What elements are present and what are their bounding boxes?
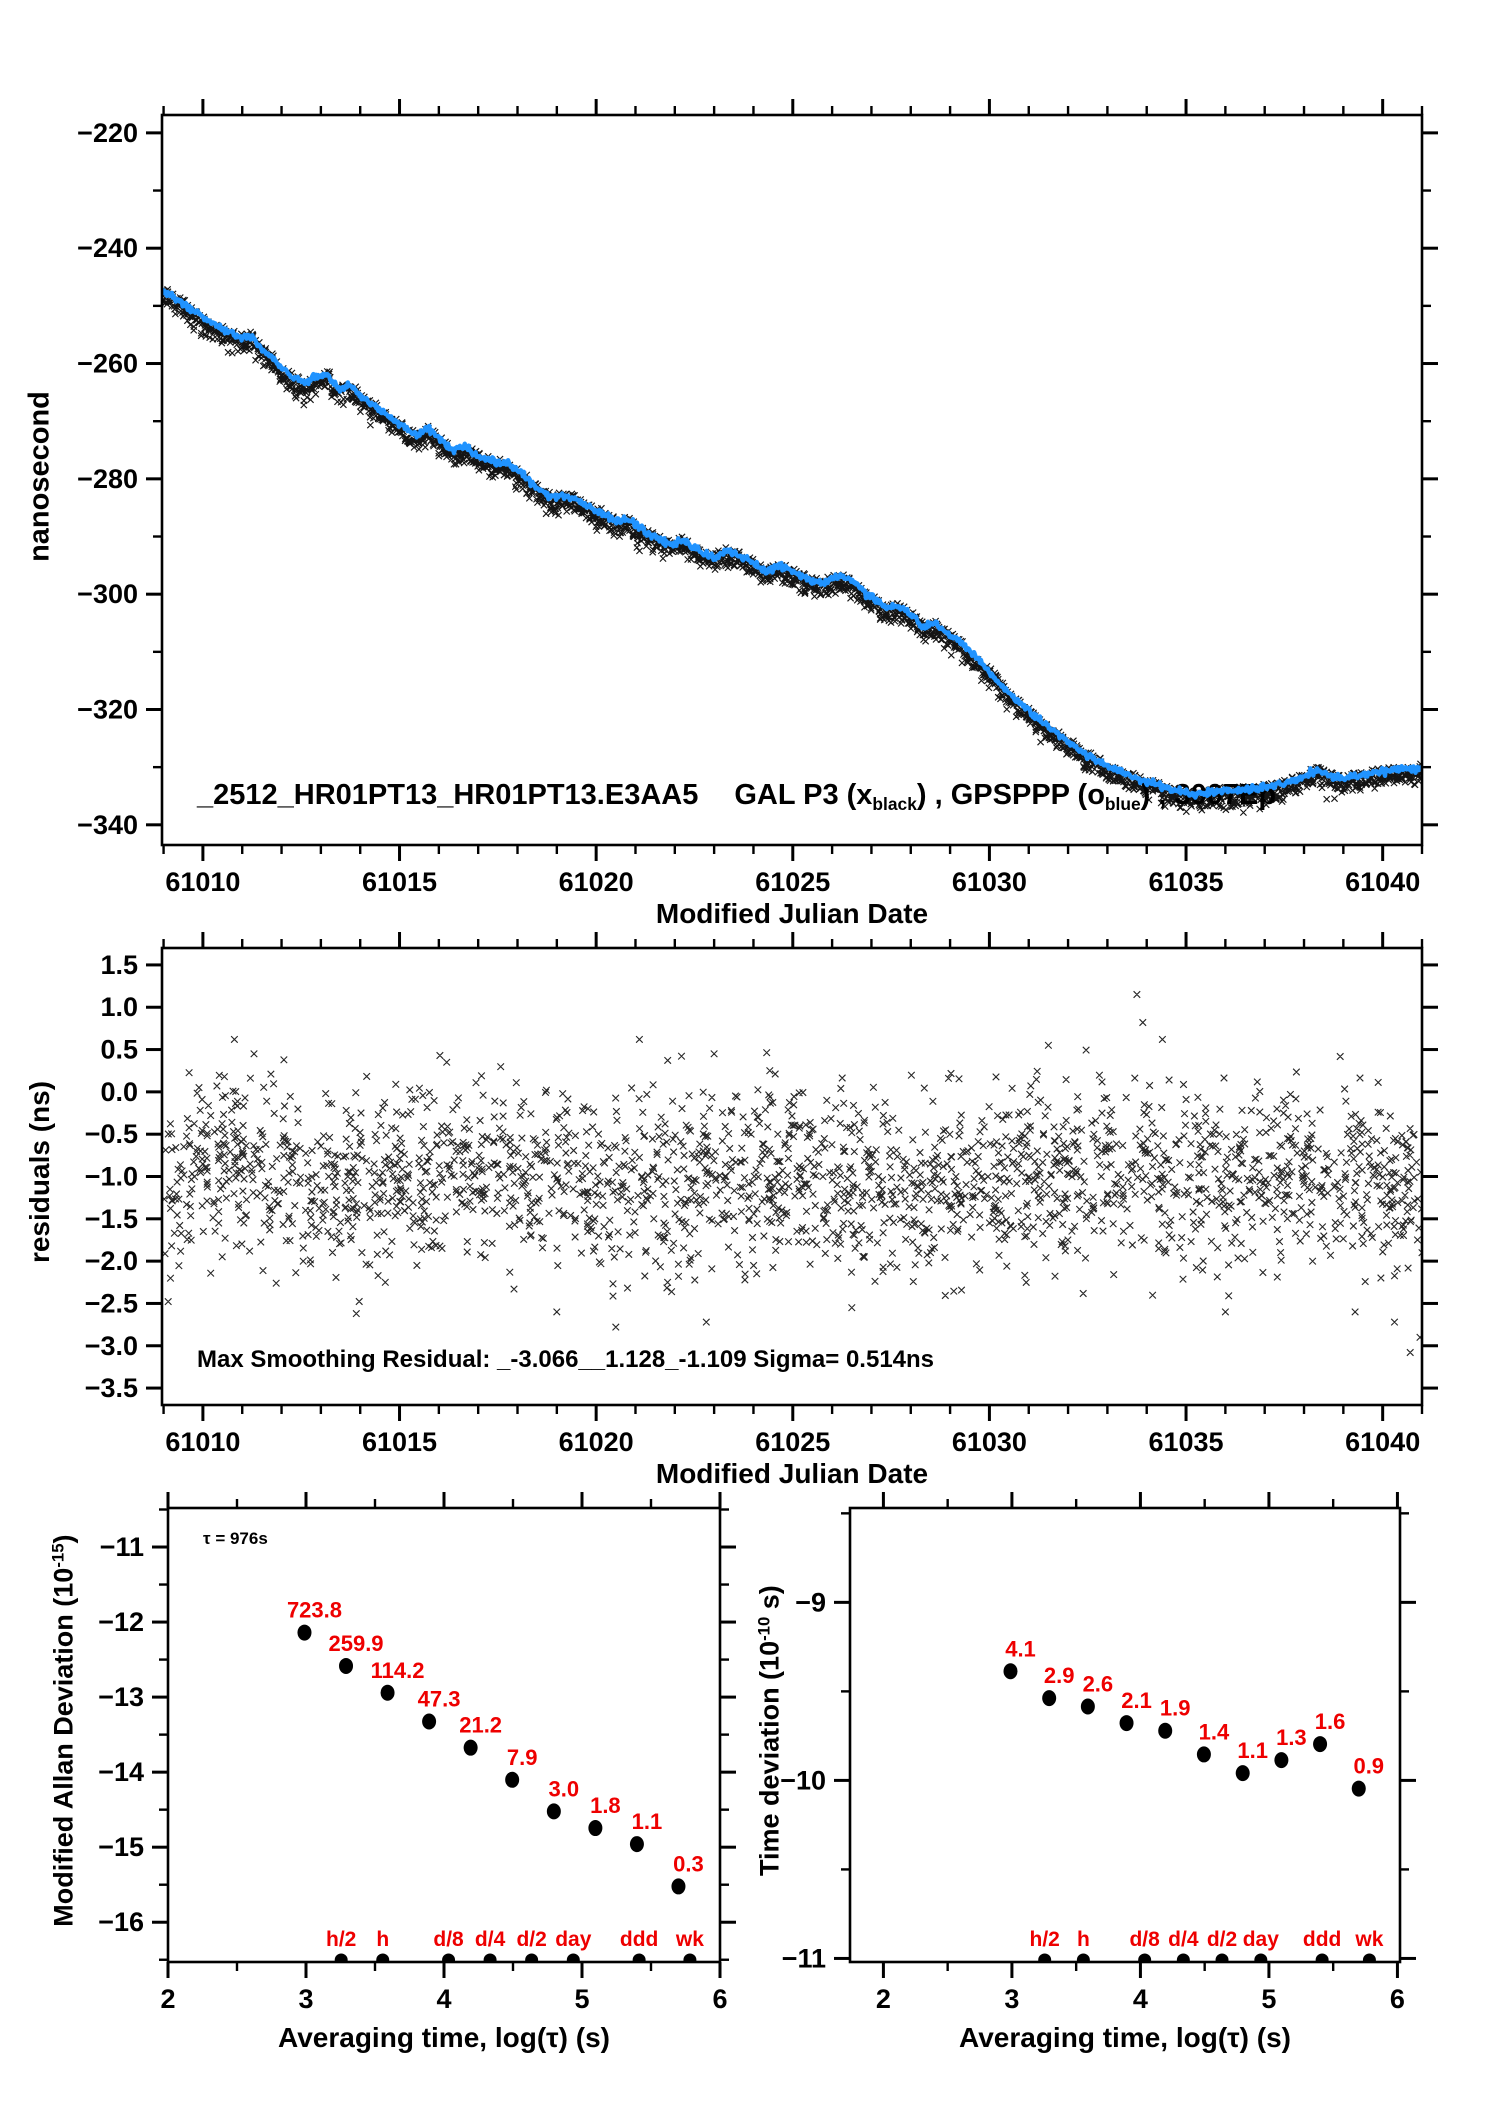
residuals-y-axis-title: residuals (ns)	[24, 1080, 55, 1264]
svg-text:−2.5: −2.5	[84, 1288, 138, 1319]
tdev-x-title-post: ) (s)	[1239, 2022, 1291, 2053]
svg-text:1.1: 1.1	[1237, 1738, 1269, 1764]
svg-text:21.2: 21.2	[459, 1712, 503, 1738]
svg-text:1.1: 1.1	[631, 1809, 663, 1835]
svg-text:0.3: 0.3	[673, 1851, 704, 1877]
svg-text:−2.0: −2.0	[84, 1246, 138, 1277]
svg-text:−0.5: −0.5	[84, 1119, 138, 1150]
phase-annotation-sub-blue: blue	[1104, 794, 1141, 815]
mdev-y-title-post: )	[48, 1534, 79, 1544]
svg-text:61020: 61020	[558, 1427, 634, 1457]
svg-text:2: 2	[160, 1984, 176, 2014]
mdev-x-title-post: ) (s)	[558, 2022, 610, 2053]
svg-text:61015: 61015	[361, 1427, 438, 1457]
tdev-x-axis-title	[925, 2022, 1325, 2054]
tau-symbol: τ	[546, 2022, 559, 2053]
svg-text:2: 2	[875, 1984, 891, 2014]
svg-text:61020: 61020	[558, 867, 634, 897]
phase-comparison-panel-series	[159, 286, 1424, 815]
phase-annotation-sub-black: black	[872, 794, 917, 815]
svg-text:−14: −14	[98, 1757, 144, 1788]
svg-text:h: h	[1076, 1928, 1090, 1951]
residuals-x-axis-title: Modified Julian Date	[655, 1458, 929, 1489]
svg-text:h: h	[376, 1928, 390, 1951]
svg-text:4: 4	[436, 1984, 452, 2014]
tdev-y-title-post: s)	[754, 1585, 785, 1617]
mdev-y-axis-title	[48, 1421, 79, 2041]
tdev-x-title-pre: Averaging time, log(	[959, 2022, 1228, 2053]
phase-x-axis-title: Modified Julian Date	[655, 898, 929, 929]
tdev-y-axis-title	[754, 1451, 785, 2011]
svg-text:d/4: d/4	[1168, 1928, 1199, 1951]
svg-text:61035: 61035	[1148, 867, 1224, 897]
svg-text:−260: −260	[77, 348, 138, 379]
svg-text:d/8: d/8	[1129, 1928, 1160, 1951]
svg-text:6: 6	[712, 1984, 728, 2014]
svg-text:61040: 61040	[1345, 1427, 1421, 1457]
svg-text:7.9: 7.9	[506, 1744, 538, 1770]
svg-text:−9: −9	[795, 1587, 826, 1618]
svg-text:−320: −320	[77, 694, 138, 725]
svg-text:−1.0: −1.0	[84, 1161, 138, 1192]
svg-text:61010: 61010	[165, 1427, 241, 1457]
phase-annotation	[197, 779, 1276, 815]
mdev-x-axis-title	[244, 2022, 644, 2054]
svg-text:4.1: 4.1	[1005, 1636, 1036, 1662]
svg-text:47.3: 47.3	[417, 1686, 461, 1712]
tdev-y-title-sup: -10	[754, 1616, 774, 1641]
svg-text:1.8: 1.8	[590, 1793, 621, 1819]
svg-text:0.5: 0.5	[100, 1034, 138, 1065]
mdev-tau-value: = 976s	[210, 1529, 268, 1548]
svg-text:−3.0: −3.0	[84, 1330, 138, 1361]
tau-symbol: τ	[203, 1529, 211, 1548]
svg-text:h/2: h/2	[326, 1928, 357, 1951]
svg-text:5: 5	[574, 1984, 590, 2014]
phase-annotation-series2: ) , GPSPPP (o	[916, 779, 1105, 811]
residuals-panel	[85, 932, 1438, 1457]
phase-annotation-epochs: ) , 3007Ep	[1140, 779, 1277, 811]
svg-text:wk: wk	[675, 1928, 704, 1951]
mdev-panel-series	[297, 1625, 696, 1967]
svg-text:d/2: d/2	[516, 1928, 547, 1951]
mdev-tau-annotation	[203, 1529, 268, 1549]
svg-text:61035: 61035	[1148, 1427, 1224, 1457]
svg-text:3: 3	[1004, 1984, 1020, 2014]
tdev-panel	[780, 1492, 1416, 2014]
tdev-panel-series	[1004, 1663, 1376, 1966]
svg-text:2.1: 2.1	[1121, 1688, 1152, 1714]
tdev-y-title-pre: Time deviation (10	[754, 1640, 785, 1876]
svg-text:2.6: 2.6	[1082, 1671, 1114, 1697]
phase-annotation-id: _2512_HR01PT13_HR01PT13.E3AA5	[197, 779, 699, 811]
svg-text:−10: −10	[780, 1765, 826, 1796]
svg-text:1.0: 1.0	[100, 992, 138, 1023]
svg-text:ddd: ddd	[1302, 1928, 1342, 1951]
svg-text:259.9: 259.9	[328, 1630, 384, 1656]
svg-text:−280: −280	[77, 463, 138, 494]
svg-text:61010: 61010	[165, 867, 241, 897]
svg-text:61025: 61025	[755, 867, 831, 897]
phase-annotation-series1: GAL P3 (x	[734, 779, 873, 811]
svg-text:61025: 61025	[755, 1427, 831, 1457]
residuals-panel-series	[161, 991, 1425, 1356]
svg-text:−3.5: −3.5	[84, 1373, 138, 1404]
svg-text:3: 3	[298, 1984, 314, 2014]
mdev-x-title-pre: Averaging time, log(	[278, 2022, 547, 2053]
svg-text:61015: 61015	[361, 867, 438, 897]
svg-text:1.5: 1.5	[100, 949, 138, 980]
mdev-y-title-sup: -15	[48, 1543, 68, 1568]
svg-text:5: 5	[1261, 1984, 1277, 2014]
svg-text:−12: −12	[98, 1607, 144, 1638]
residuals-annotation: Max Smoothing Residual: _-3.066__1.128_-1.109 Sigma= 0.514ns	[197, 1346, 935, 1373]
svg-text:−220: −220	[77, 117, 138, 148]
svg-text:−15: −15	[98, 1832, 144, 1863]
svg-text:1.3: 1.3	[1276, 1725, 1307, 1751]
svg-text:0.0: 0.0	[100, 1076, 138, 1107]
svg-text:−240: −240	[77, 233, 138, 264]
svg-text:wk: wk	[1355, 1928, 1384, 1951]
svg-text:1.6: 1.6	[1314, 1709, 1346, 1735]
mdev-y-title-pre: Modified Allan Deviation (10	[48, 1567, 79, 1927]
svg-text:d/2: d/2	[1206, 1928, 1238, 1951]
svg-text:d/4: d/4	[474, 1928, 506, 1951]
svg-text:h/2: h/2	[1029, 1928, 1060, 1951]
svg-text:−340: −340	[77, 809, 138, 840]
svg-text:1.9: 1.9	[1159, 1695, 1191, 1721]
svg-text:−11: −11	[99, 1532, 144, 1563]
phase-comparison-panel	[77, 99, 1438, 897]
mdev-panel	[98, 1492, 736, 2014]
svg-text:3.0: 3.0	[548, 1776, 580, 1802]
svg-text:114.2: 114.2	[370, 1657, 425, 1683]
phase-y-axis-title: nanosecond	[23, 391, 56, 562]
svg-text:−300: −300	[77, 579, 138, 610]
svg-text:−13: −13	[98, 1682, 144, 1713]
svg-text:61030: 61030	[951, 1427, 1027, 1457]
svg-text:−11: −11	[781, 1943, 826, 1974]
svg-text:6: 6	[1389, 1984, 1405, 2014]
svg-text:723.8: 723.8	[286, 1597, 343, 1623]
svg-text:61030: 61030	[951, 867, 1027, 897]
svg-text:1.4: 1.4	[1198, 1719, 1230, 1745]
svg-text:day: day	[555, 1928, 592, 1951]
svg-text:ddd: ddd	[619, 1928, 659, 1951]
svg-text:−1.5: −1.5	[84, 1203, 138, 1234]
svg-text:day: day	[1242, 1928, 1279, 1951]
svg-text:61040: 61040	[1345, 867, 1421, 897]
tau-symbol: τ	[1227, 2022, 1240, 2053]
svg-text:−16: −16	[98, 1907, 144, 1938]
svg-text:2.9: 2.9	[1043, 1663, 1075, 1689]
svg-text:4: 4	[1132, 1984, 1148, 2014]
svg-text:0.9: 0.9	[1353, 1753, 1385, 1779]
svg-text:d/8: d/8	[433, 1928, 464, 1951]
